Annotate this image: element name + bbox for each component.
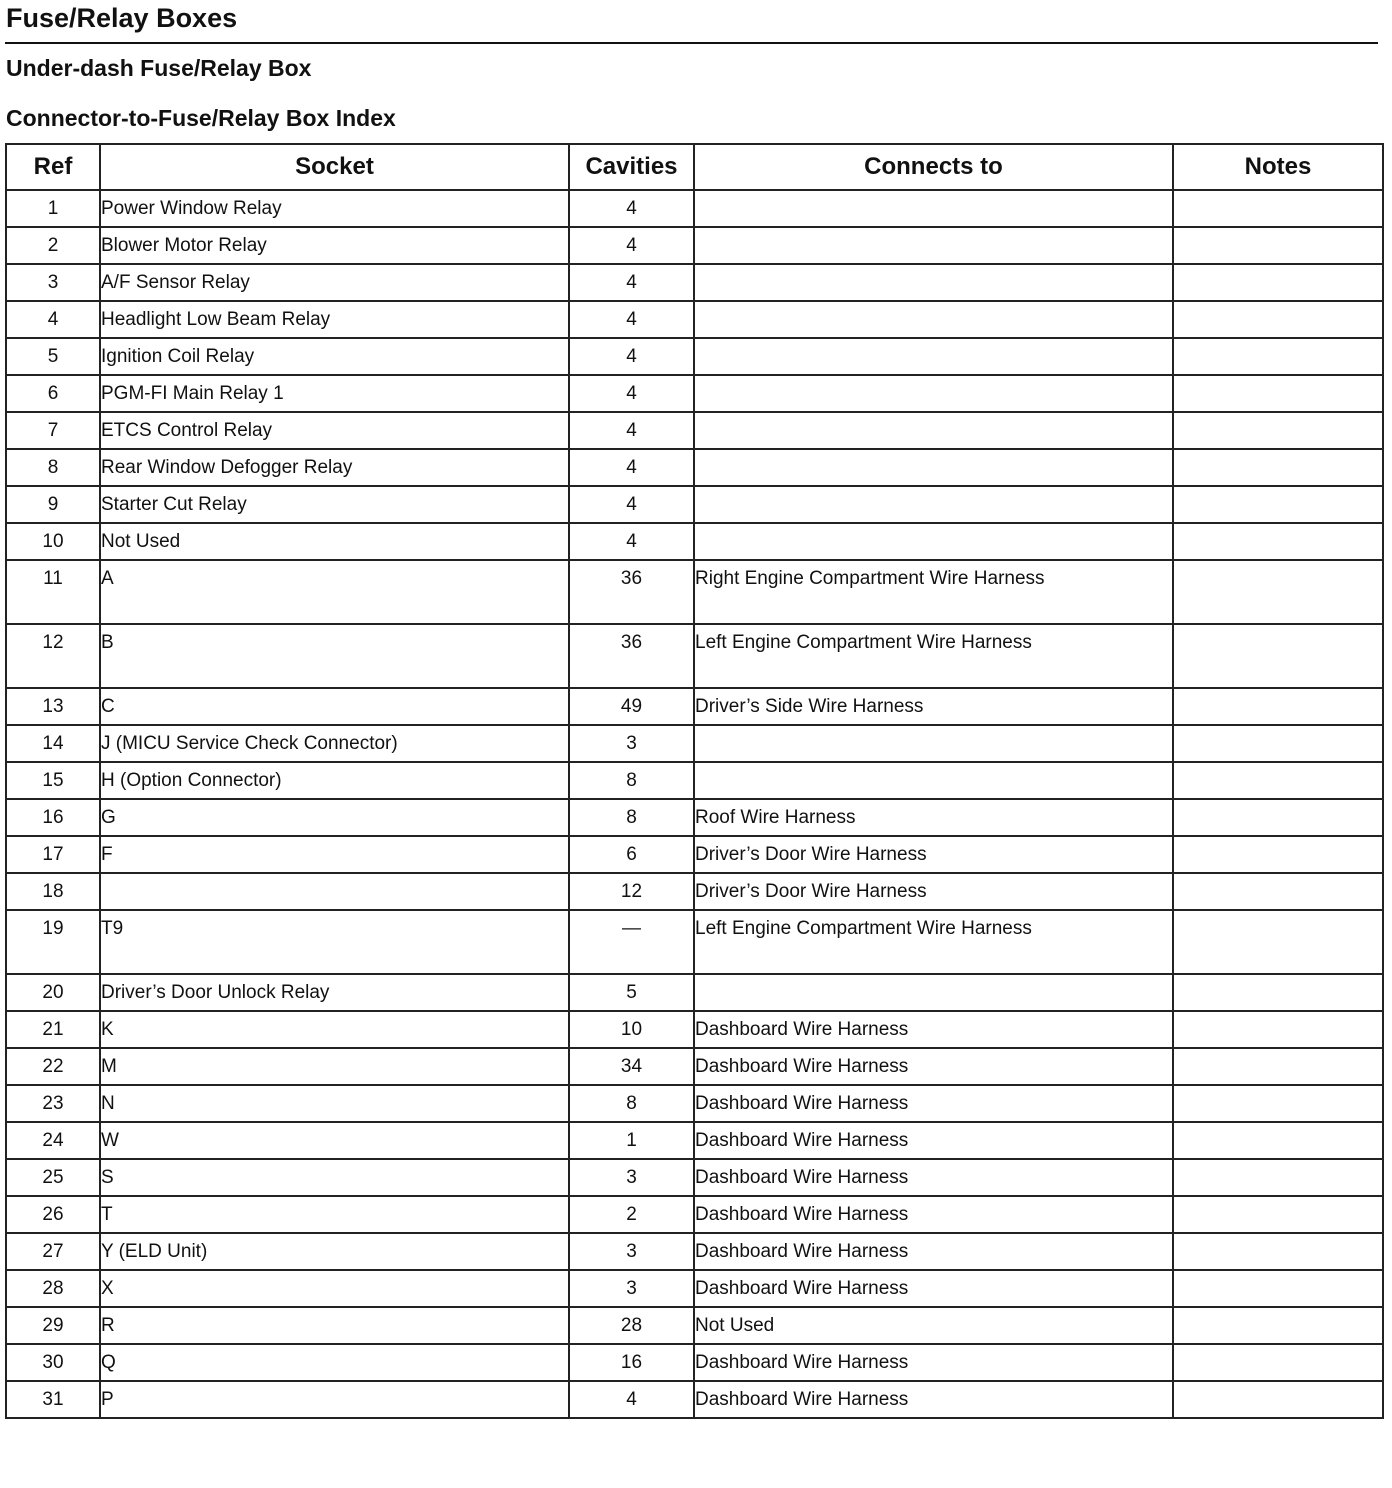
cell-connects-to xyxy=(694,375,1173,412)
title-divider xyxy=(5,42,1378,44)
cell-ref: 22 xyxy=(6,1048,100,1085)
cell-cavities: 49 xyxy=(569,688,694,725)
table-row xyxy=(6,375,1383,412)
cell-socket: Blower Motor Relay xyxy=(100,227,569,264)
cell-cavities: 4 xyxy=(569,1381,694,1418)
cell-notes xyxy=(1173,338,1383,375)
cell-socket: H (Option Connector) xyxy=(100,762,569,799)
cell-connects-to xyxy=(694,523,1173,560)
cell-cavities: 3 xyxy=(569,1270,694,1307)
cell-cavities: 3 xyxy=(569,1159,694,1196)
cell-connects-to: Not Used xyxy=(694,1307,1173,1344)
table-row xyxy=(6,1233,1383,1270)
cell-connects-to: Dashboard Wire Harness xyxy=(694,1159,1173,1196)
cell-connects-to: Driver’s Door Wire Harness xyxy=(694,873,1173,910)
cell-socket: J (MICU Service Check Connector) xyxy=(100,725,569,762)
cell-cavities: 28 xyxy=(569,1307,694,1344)
cell-notes xyxy=(1173,1344,1383,1381)
table-header-row xyxy=(6,144,1383,190)
cell-ref: 24 xyxy=(6,1122,100,1159)
cell-connects-to: Dashboard Wire Harness xyxy=(694,1270,1173,1307)
table-row xyxy=(6,190,1383,227)
cell-notes xyxy=(1173,1270,1383,1307)
cell-notes xyxy=(1173,910,1383,974)
cell-notes xyxy=(1173,1085,1383,1122)
cell-socket: Power Window Relay xyxy=(100,190,569,227)
header-connects-to: Connects to xyxy=(694,144,1173,190)
cell-connects-to xyxy=(694,725,1173,762)
page-title: Fuse/Relay Boxes xyxy=(6,3,238,33)
cell-connects-to: Dashboard Wire Harness xyxy=(694,1122,1173,1159)
cell-notes xyxy=(1173,264,1383,301)
cell-notes xyxy=(1173,375,1383,412)
cell-ref: 28 xyxy=(6,1270,100,1307)
cell-socket: X xyxy=(100,1270,569,1307)
cell-cavities: 36 xyxy=(569,560,694,624)
cell-connects-to xyxy=(694,301,1173,338)
cell-connects-to xyxy=(694,486,1173,523)
cell-ref: 13 xyxy=(6,688,100,725)
cell-cavities: 4 xyxy=(569,301,694,338)
cell-cavities: 6 xyxy=(569,836,694,873)
cell-connects-to: Right Engine Compartment Wire Harness xyxy=(694,560,1173,624)
cell-connects-to: Dashboard Wire Harness xyxy=(694,1344,1173,1381)
table-row xyxy=(6,1344,1383,1381)
cell-cavities: 4 xyxy=(569,338,694,375)
table-row xyxy=(6,873,1383,910)
cell-cavities: 4 xyxy=(569,486,694,523)
cell-connects-to: Dashboard Wire Harness xyxy=(694,1085,1173,1122)
cell-ref: 18 xyxy=(6,873,100,910)
cell-cavities: — xyxy=(569,910,694,974)
cell-cavities: 4 xyxy=(569,227,694,264)
cell-socket: P xyxy=(100,1381,569,1418)
cell-notes xyxy=(1173,873,1383,910)
cell-connects-to xyxy=(694,338,1173,375)
table-row xyxy=(6,1011,1383,1048)
cell-socket: A xyxy=(100,560,569,624)
cell-socket: T xyxy=(100,1196,569,1233)
table-row xyxy=(6,910,1383,974)
cell-socket: N xyxy=(100,1085,569,1122)
cell-notes xyxy=(1173,1159,1383,1196)
cell-socket: S xyxy=(100,1159,569,1196)
cell-cavities: 4 xyxy=(569,449,694,486)
table-row xyxy=(6,1196,1383,1233)
cell-ref: 11 xyxy=(6,560,100,624)
cell-notes xyxy=(1173,762,1383,799)
cell-socket: C xyxy=(100,688,569,725)
cell-socket: G xyxy=(100,799,569,836)
cell-connects-to: Dashboard Wire Harness xyxy=(694,1011,1173,1048)
table-row xyxy=(6,1048,1383,1085)
cell-socket: F xyxy=(100,836,569,873)
cell-connects-to xyxy=(694,449,1173,486)
cell-connects-to: Dashboard Wire Harness xyxy=(694,1196,1173,1233)
table-row xyxy=(6,1381,1383,1418)
cell-connects-to: Left Engine Compartment Wire Harness xyxy=(694,624,1173,688)
cell-connects-to xyxy=(694,264,1173,301)
cell-socket: Driver’s Door Unlock Relay xyxy=(100,974,569,1011)
cell-notes xyxy=(1173,486,1383,523)
cell-cavities: 4 xyxy=(569,523,694,560)
cell-cavities: 36 xyxy=(569,624,694,688)
cell-connects-to xyxy=(694,762,1173,799)
cell-notes xyxy=(1173,1048,1383,1085)
cell-ref: 25 xyxy=(6,1159,100,1196)
table-row xyxy=(6,264,1383,301)
cell-cavities: 3 xyxy=(569,725,694,762)
table-row xyxy=(6,688,1383,725)
table-row xyxy=(6,560,1383,624)
cell-connects-to xyxy=(694,227,1173,264)
cell-notes xyxy=(1173,449,1383,486)
cell-ref: 6 xyxy=(6,375,100,412)
cell-ref: 9 xyxy=(6,486,100,523)
table-row xyxy=(6,1122,1383,1159)
section-title: Connector-to-Fuse/Relay Box Index xyxy=(6,105,396,131)
cell-notes xyxy=(1173,1196,1383,1233)
cell-ref: 10 xyxy=(6,523,100,560)
cell-socket: M xyxy=(100,1048,569,1085)
cell-notes xyxy=(1173,560,1383,624)
cell-connects-to xyxy=(694,190,1173,227)
cell-socket: R xyxy=(100,1307,569,1344)
table-row xyxy=(6,412,1383,449)
table-row xyxy=(6,449,1383,486)
table-row xyxy=(6,725,1383,762)
cell-connects-to: Driver’s Door Wire Harness xyxy=(694,836,1173,873)
table-row xyxy=(6,1270,1383,1307)
cell-ref: 3 xyxy=(6,264,100,301)
cell-ref: 19 xyxy=(6,910,100,974)
cell-notes xyxy=(1173,1122,1383,1159)
cell-socket: W xyxy=(100,1122,569,1159)
cell-connects-to: Dashboard Wire Harness xyxy=(694,1233,1173,1270)
cell-notes xyxy=(1173,1233,1383,1270)
cell-ref: 16 xyxy=(6,799,100,836)
cell-connects-to: Roof Wire Harness xyxy=(694,799,1173,836)
cell-notes xyxy=(1173,624,1383,688)
cell-ref: 14 xyxy=(6,725,100,762)
cell-ref: 1 xyxy=(6,190,100,227)
cell-connects-to: Dashboard Wire Harness xyxy=(694,1048,1173,1085)
table-body xyxy=(6,190,1383,1418)
cell-notes xyxy=(1173,412,1383,449)
cell-ref: 30 xyxy=(6,1344,100,1381)
table-row xyxy=(6,301,1383,338)
cell-cavities: 4 xyxy=(569,190,694,227)
cell-cavities: 4 xyxy=(569,375,694,412)
cell-socket: Headlight Low Beam Relay xyxy=(100,301,569,338)
cell-socket: Rear Window Defogger Relay xyxy=(100,449,569,486)
cell-cavities: 10 xyxy=(569,1011,694,1048)
cell-connects-to: Driver’s Side Wire Harness xyxy=(694,688,1173,725)
cell-ref: 17 xyxy=(6,836,100,873)
table-row xyxy=(6,624,1383,688)
cell-notes xyxy=(1173,227,1383,264)
table-row xyxy=(6,523,1383,560)
cell-ref: 4 xyxy=(6,301,100,338)
cell-cavities: 16 xyxy=(569,1344,694,1381)
cell-notes xyxy=(1173,799,1383,836)
cell-cavities: 8 xyxy=(569,799,694,836)
cell-ref: 7 xyxy=(6,412,100,449)
cell-ref: 29 xyxy=(6,1307,100,1344)
cell-cavities: 8 xyxy=(569,762,694,799)
cell-socket: Ignition Coil Relay xyxy=(100,338,569,375)
cell-notes xyxy=(1173,836,1383,873)
cell-ref: 31 xyxy=(6,1381,100,1418)
cell-socket: Y (ELD Unit) xyxy=(100,1233,569,1270)
header-cavities: Cavities xyxy=(569,144,694,190)
table-row xyxy=(6,974,1383,1011)
cell-cavities: 4 xyxy=(569,264,694,301)
cell-connects-to xyxy=(694,412,1173,449)
cell-ref: 20 xyxy=(6,974,100,1011)
table-row xyxy=(6,338,1383,375)
cell-ref: 23 xyxy=(6,1085,100,1122)
cell-connects-to: Left Engine Compartment Wire Harness xyxy=(694,910,1173,974)
cell-connects-to: Dashboard Wire Harness xyxy=(694,1381,1173,1418)
table-row xyxy=(6,1159,1383,1196)
table-row xyxy=(6,836,1383,873)
cell-cavities: 8 xyxy=(569,1085,694,1122)
cell-ref: 5 xyxy=(6,338,100,375)
cell-socket: T9 xyxy=(100,910,569,974)
cell-ref: 2 xyxy=(6,227,100,264)
cell-cavities: 4 xyxy=(569,412,694,449)
cell-socket: B xyxy=(100,624,569,688)
cell-cavities: 12 xyxy=(569,873,694,910)
table-row xyxy=(6,799,1383,836)
cell-ref: 27 xyxy=(6,1233,100,1270)
cell-notes xyxy=(1173,190,1383,227)
cell-cavities: 2 xyxy=(569,1196,694,1233)
table-row xyxy=(6,486,1383,523)
cell-socket: Q xyxy=(100,1344,569,1381)
cell-notes xyxy=(1173,974,1383,1011)
cell-socket xyxy=(100,873,569,910)
table-row xyxy=(6,1307,1383,1344)
cell-ref: 8 xyxy=(6,449,100,486)
cell-notes xyxy=(1173,301,1383,338)
cell-ref: 26 xyxy=(6,1196,100,1233)
cell-ref: 12 xyxy=(6,624,100,688)
cell-socket: A/F Sensor Relay xyxy=(100,264,569,301)
cell-ref: 15 xyxy=(6,762,100,799)
table-row xyxy=(6,1085,1383,1122)
cell-socket: PGM-FI Main Relay 1 xyxy=(100,375,569,412)
table-row xyxy=(6,227,1383,264)
cell-notes xyxy=(1173,1011,1383,1048)
cell-socket: Starter Cut Relay xyxy=(100,486,569,523)
table-row xyxy=(6,762,1383,799)
connector-index-table xyxy=(5,143,1384,1419)
header-notes: Notes xyxy=(1173,144,1383,190)
cell-socket: K xyxy=(100,1011,569,1048)
header-ref: Ref xyxy=(6,144,100,190)
cell-cavities: 34 xyxy=(569,1048,694,1085)
header-socket: Socket xyxy=(100,144,569,190)
cell-notes xyxy=(1173,688,1383,725)
cell-notes xyxy=(1173,1307,1383,1344)
cell-notes xyxy=(1173,523,1383,560)
cell-connects-to xyxy=(694,974,1173,1011)
page-subtitle: Under-dash Fuse/Relay Box xyxy=(6,55,312,81)
cell-cavities: 5 xyxy=(569,974,694,1011)
cell-notes xyxy=(1173,1381,1383,1418)
cell-cavities: 3 xyxy=(569,1233,694,1270)
cell-cavities: 1 xyxy=(569,1122,694,1159)
cell-socket: ETCS Control Relay xyxy=(100,412,569,449)
cell-notes xyxy=(1173,725,1383,762)
cell-ref: 21 xyxy=(6,1011,100,1048)
cell-socket: Not Used xyxy=(100,523,569,560)
